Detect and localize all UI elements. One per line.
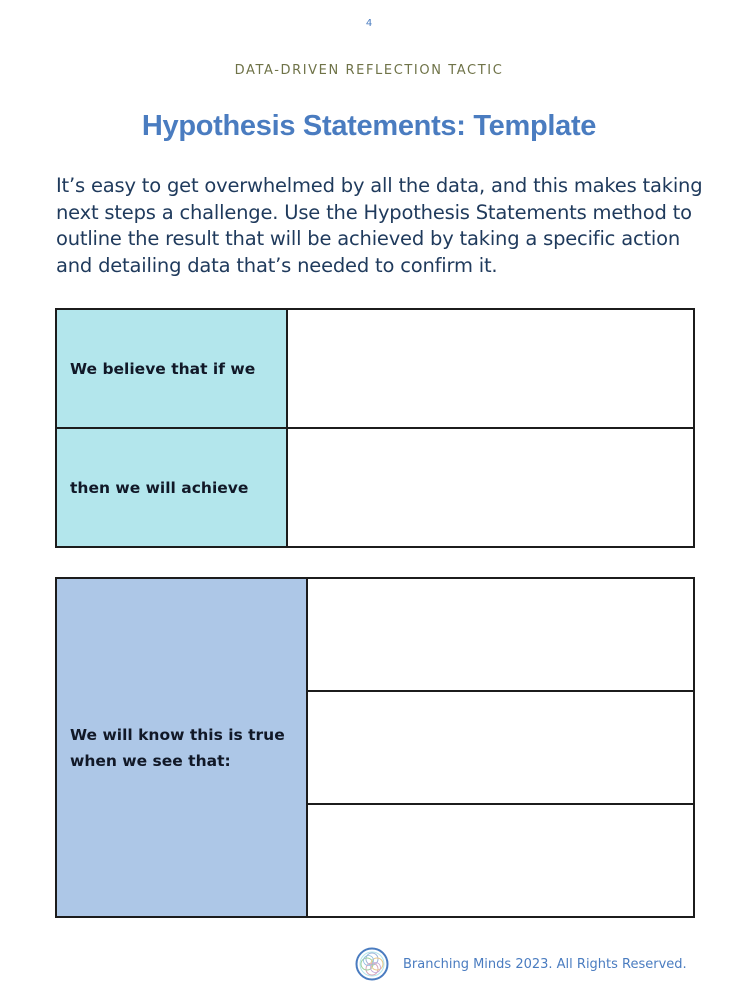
evidence-label: We will know this is true when we see that: (56, 578, 307, 917)
table-row (56, 578, 694, 691)
branching-minds-logo-icon (355, 947, 389, 981)
evidence-input-cell-2[interactable] (307, 691, 694, 804)
section-kicker: DATA-DRIVEN REFLECTION TACTIC (234, 63, 504, 78)
evidence-table (55, 577, 695, 918)
copyright-text: Branching Minds 2023. All Rights Reserved. (403, 956, 687, 972)
evidence-input-cell-1[interactable] (307, 578, 694, 691)
achieve-label: then we will achieve (56, 428, 287, 547)
belief-label: We believe that if we (56, 309, 287, 428)
intro-paragraph: It’s easy to get overwhelmed by all the data, and this makes taking next steps a challenge. Use the Hypothesis Statements method to outline the result that will be achieved by taking a specific action and detailing data that’s needed to confirm it. (56, 174, 703, 277)
table-row (56, 428, 694, 547)
page-title: Hypothesis Statements: Template (141, 110, 597, 142)
achieve-input-cell[interactable] (287, 428, 694, 547)
page-number: 4 (365, 18, 373, 29)
belief-input-cell[interactable] (287, 309, 694, 428)
evidence-input-cell-3[interactable] (307, 804, 694, 917)
hypothesis-table (55, 308, 695, 548)
table-row (56, 309, 694, 428)
footer (355, 946, 687, 982)
